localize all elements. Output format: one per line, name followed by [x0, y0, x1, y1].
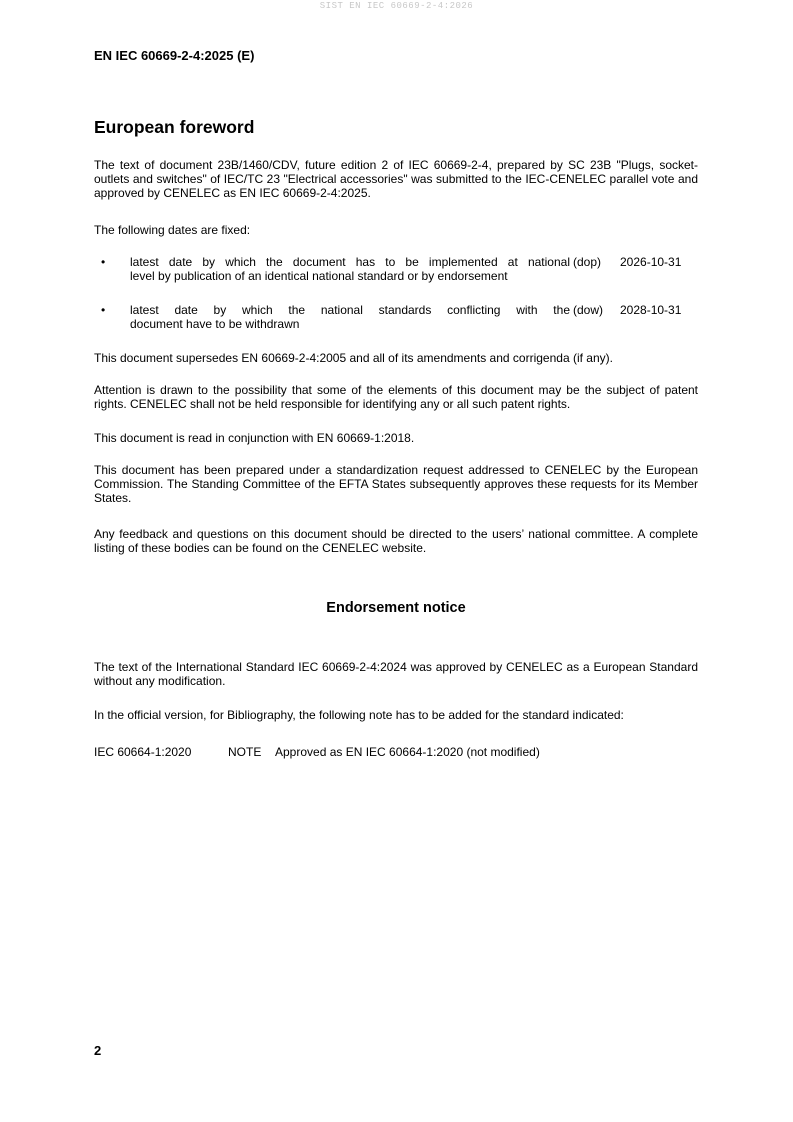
foreword-intro-paragraph: The text of document 23B/1460/CDV, future edition 2 of IEC 60669-2-4, prepared by SC 23B "Plugs, socket-outlets and switches" of IEC/TC 23 "Electrical accessories" was submitted to the IEC-CENELEC parallel vote and approved by CENELEC as EN IEC 60669-2-4:2025. [94, 158, 698, 200]
endorsement-paragraph: The text of the International Standard IEC 60669-2-4:2024 was approved by CENELEC as a European Standard without any modification. [94, 660, 698, 688]
foreword-title: European foreword [94, 117, 255, 137]
note-intro-paragraph: In the official version, for Bibliography, the following note has to be added for the standard indicated: [94, 708, 624, 722]
patent-paragraph: Attention is drawn to the possibility that some of the elements of this document may be the subject of patent rights. CENELEC shall not be held responsible for identifying any or all such patent rights. [94, 383, 698, 411]
conjunction-paragraph: This document is read in conjunction with EN 60669-1:2018. [94, 431, 415, 445]
date-description-line2: document have to be withdrawn [130, 317, 300, 331]
date-description-line2: level by publication of an identical national standard or by endorsement [130, 269, 508, 283]
date-description-line1: latest date by which the document has to be implemented at national [130, 255, 570, 269]
supersedes-paragraph: This document supersedes EN 60669-2-4:2005 and all of its amendments and corrigenda (if any). [94, 351, 613, 365]
date-value: 2026-10-31 [620, 255, 682, 269]
date-description [130, 255, 570, 283]
note-label: NOTE [228, 745, 262, 759]
feedback-paragraph: Any feedback and questions on this document should be directed to the users’ national committee. A complete listing of these bodies can be found on the CENELEC website. [94, 527, 698, 555]
note-text: Approved as EN IEC 60664-1:2020 (not modified) [275, 745, 540, 759]
document-header: EN IEC 60669-2-4:2025 (E) [94, 48, 255, 63]
date-description [130, 303, 570, 331]
note-standard: IEC 60664-1:2020 [94, 745, 192, 759]
bullet-icon: • [101, 303, 106, 317]
date-value: 2028-10-31 [620, 303, 682, 317]
page-number: 2 [94, 1043, 102, 1058]
bullet-icon: • [101, 255, 106, 269]
date-description-line1: latest date by which the national standards conflicting with the [130, 303, 570, 317]
date-code: (dop) [573, 255, 602, 269]
dates-intro-paragraph: The following dates are fixed: [94, 223, 251, 237]
mandate-paragraph: This document has been prepared under a standardization request addressed to CENELEC by the European Commission. The Standing Committee of the EFTA States subsequently approves these requests for its Member States. [94, 463, 698, 505]
endorsement-title: Endorsement notice [326, 600, 466, 616]
date-code: (dow) [573, 303, 604, 317]
watermark: SIST EN IEC 60669-2-4:2026 [319, 1, 474, 11]
